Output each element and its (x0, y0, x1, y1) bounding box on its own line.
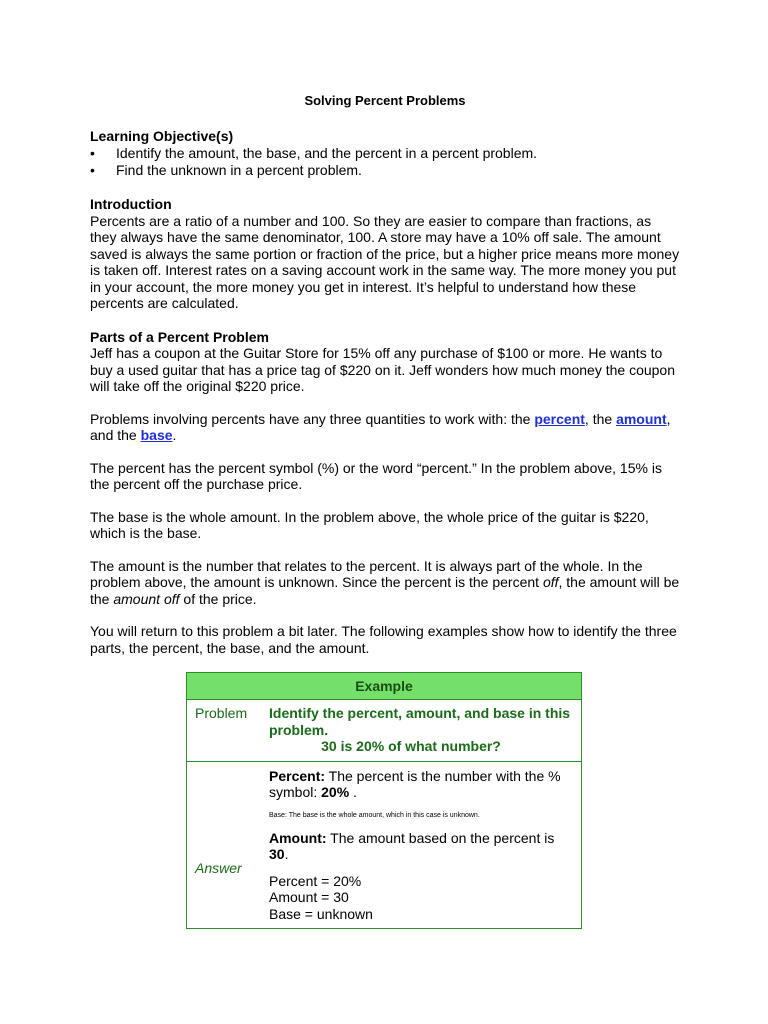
answer-body (269, 768, 581, 923)
objective-item: • Identify the amount, the base, and the percent in a percent problem. (90, 145, 680, 162)
parts-paragraph-2 (90, 411, 680, 444)
problem-instruction: Identify the percent, amount, and base in this problem. (269, 705, 571, 738)
answer-percent: Percent = 20% (269, 872, 362, 889)
problem-label: Problem (195, 705, 248, 721)
problem-statement: 30 is 20% of what number? (321, 738, 501, 754)
percent-term-link[interactable]: percent (534, 410, 585, 427)
answer-label-column (187, 768, 269, 923)
base-term-link[interactable]: base (140, 427, 173, 443)
problem-body (269, 705, 581, 755)
text-span: . (349, 784, 357, 800)
answer-base: Base = unknown (269, 905, 373, 922)
amount-explanation (269, 830, 573, 863)
example-answer-row (187, 762, 581, 929)
amount-term-link[interactable]: amount (616, 410, 667, 427)
amount-label: Amount: (269, 829, 327, 846)
example-header: Example (187, 673, 581, 700)
parts-paragraph-3: The percent has the percent symbol (%) or the word “percent.” In the problem above, 15% is the percent off the purchase price. (90, 459, 662, 492)
objectives-list (90, 145, 680, 179)
introduction-heading: Introduction (90, 196, 172, 212)
parts-paragraph-4: The base is the whole amount. In the problem above, the whole price of the guitar is $220, which is the base. (90, 508, 649, 541)
parts-paragraph-1: Jeff has a coupon at the Guitar Store for 15% off any purchase of $100 or more. He wants to buy a used guitar that has a price tag of $220 on it. Jeff wonders how much money the coupon will take off the original $220 price. (90, 345, 675, 394)
objective-item: • Find the unknown in a percent problem. (90, 162, 680, 179)
percent-label: Percent: (269, 767, 326, 784)
amount-value: 30 (269, 846, 285, 862)
base-explanation: Base: The base is the whole amount, which in this case is unknown. (269, 811, 480, 819)
text-span: , the (584, 410, 617, 427)
text-span: The amount is the number that relates to the percent. It is always part of the whole. In the problem above, the amount is unknown. Since the percent is the percent (90, 557, 643, 590)
introduction-text: Percents are a ratio of a number and 100. So they are easier to compare than fractions, as they always have the same denominator, 100. A store may have a 10% off sale. The amount saved is always the same portion or fraction of the price, but a higher price means more money is taken off. Interest rates on a saving account work in the same way. The more money you put in your account, the more money you get in interest. It’s helpful to understand how these percents are calculated. (90, 212, 680, 311)
text-span: . (284, 846, 289, 862)
spacer (269, 863, 573, 873)
objectives-heading: Learning Objective(s) (90, 127, 234, 144)
example-problem-row (187, 700, 581, 762)
parts-heading: Parts of a Percent Problem (90, 328, 269, 345)
text-span: , the amount will be the (90, 574, 680, 607)
example-box (186, 672, 582, 929)
text-span: Problems involving percents have any three quantities to work with: the (90, 410, 535, 427)
emphasis-off: off (542, 574, 559, 590)
text-span: The amount based on the percent is (326, 829, 555, 846)
text-span: The percent is the number with the % symbol: (269, 767, 561, 800)
text-span: . (172, 427, 177, 443)
parts-paragraph-6: You will return to this problem a bit later. The following examples show how to identify the three parts, the percent, the base, and the amount. (90, 623, 677, 656)
page-title: Solving Percent Problems (304, 93, 466, 108)
answer-label: Answer (195, 859, 242, 876)
text-span: of the price. (179, 590, 257, 607)
percent-value: 20% (321, 784, 350, 800)
emphasis-amount-off: amount off (113, 590, 180, 607)
parts-paragraph-5 (90, 558, 680, 608)
answer-amount: Amount = 30 (269, 889, 349, 905)
text-span: , and the (90, 410, 671, 443)
spacer (195, 768, 269, 860)
percent-explanation (269, 768, 573, 801)
document-page (90, 93, 680, 656)
